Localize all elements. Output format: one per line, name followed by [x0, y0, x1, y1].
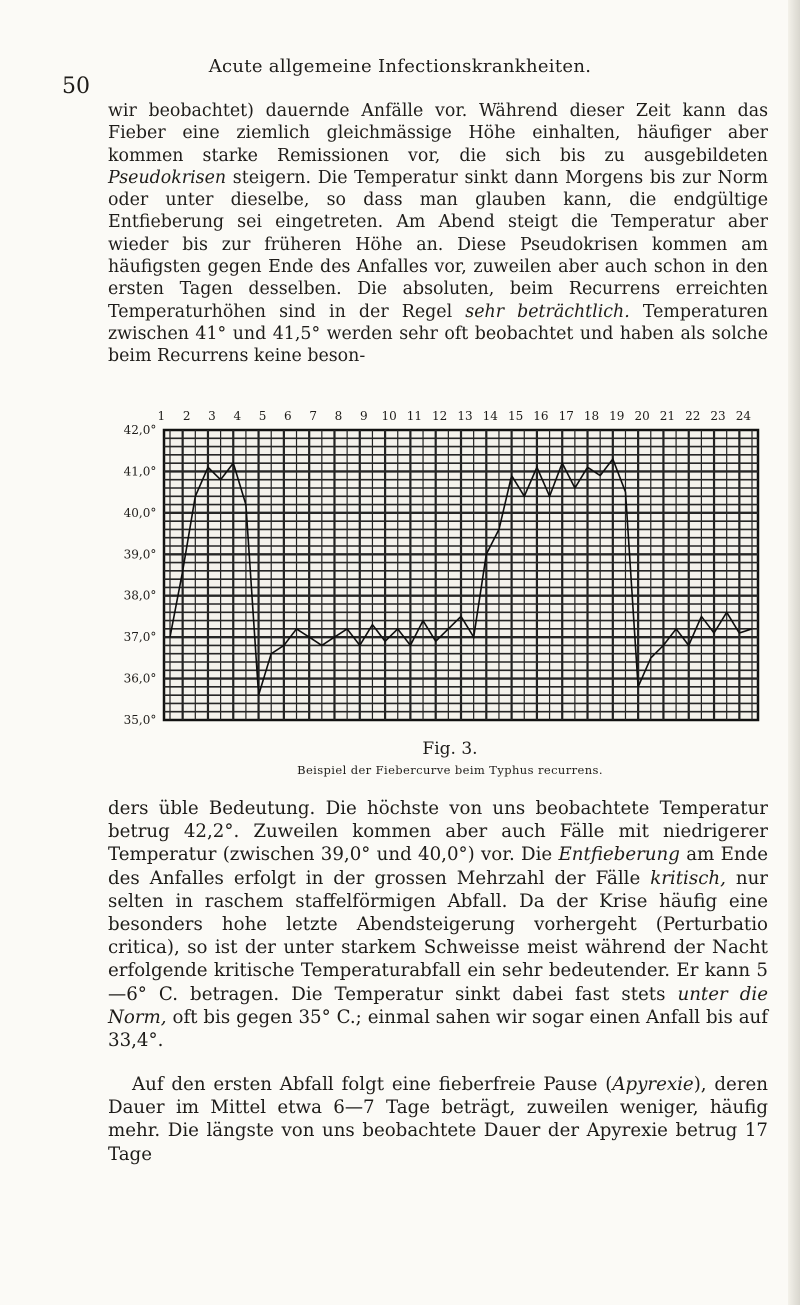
running-header: Acute allgemeine Infectionskrankheiten.: [208, 56, 592, 77]
paragraph-top: [108, 100, 768, 368]
x-tick-label: 8: [334, 409, 343, 423]
emphasis-entfieberung: Entfieberung: [558, 844, 680, 866]
page-edge-shadow: [788, 0, 800, 1305]
fever-chart: [110, 398, 770, 728]
x-tick-label: 10: [381, 409, 397, 423]
y-tick-label: 42,0°: [123, 423, 157, 437]
text-run: Temperaturen zwischen 41° und 41,5° werden sehr oft beobachtet und haben als solche beim Recurrens keine beson-: [108, 301, 768, 367]
y-tick-label: 38,0°: [123, 588, 157, 603]
x-tick-label: 7: [309, 409, 317, 423]
figure-caption: Beispiel der Fiebercurve beim Typhus recurrens.: [297, 763, 603, 777]
x-tick-label: 16: [533, 409, 549, 423]
figure-number: Fig. 3.: [422, 739, 478, 759]
emphasis-kritisch: kritisch,: [650, 867, 726, 889]
x-tick-label: 23: [710, 409, 726, 423]
y-tick-label: 36,0°: [123, 671, 157, 686]
emphasis-pseudokrisen: Pseudokrisen: [108, 167, 227, 188]
text-run: nur selten in raschem staffelförmigen Abfall. Da der Krise häufig eine besonders hohe letzte Abendsteigerung vorhergeht (Perturbatio critica), so ist der unter starkem Schweisse meist während der Nacht erfolgende kritische Temperaturabfall ein sehr bedeutender. Er kann 5—6° C. betragen. Die Temperatur sinkt dabei fast stets: [108, 867, 768, 1005]
x-tick-label: 12: [432, 409, 448, 423]
x-tick-label: 5: [258, 409, 267, 423]
x-tick-label: 19: [609, 409, 625, 423]
x-tick-label: 4: [233, 409, 242, 423]
y-tick-label: 35,0°: [123, 713, 157, 727]
text-run: steigern. Die Temperatur sinkt dann Morgens bis zur Norm oder unter dieselbe, so dass man glauben kann, die endgültige Entfieberung sei eingetreten. Am Abend steigt die Temperatur aber wieder bis zur früheren Höhe an. Diese Pseudokrisen kommen am häufigsten gegen Ende des Anfalles vor, zuweilen aber auch schon in den ersten Tagen desselben. Die absoluten, beim Recurrens erreichten Temperaturhöhen sind in der Regel: [108, 167, 768, 322]
y-tick-label: 37,0°: [123, 630, 157, 645]
text-run: Auf den ersten Abfall folgt eine fieberfreie Pause (: [132, 1074, 613, 1095]
x-tick-label: 18: [583, 409, 600, 423]
text-run: ), deren Dauer im Mittel etwa 6—7 Tage beträgt, zuweilen weniger, häufig mehr. Die längste von uns beobachtete Dauer der Apyrexie betrug 17 Tage: [108, 1074, 768, 1165]
x-tick-label: 21: [659, 409, 676, 423]
y-tick-label: 41,0°: [123, 464, 157, 479]
x-tick-label: 24: [735, 409, 751, 423]
x-tick-label: 3: [208, 409, 216, 423]
text-run: am Ende des Anfalles erfolgt in der grossen Mehrzahl der Fälle: [108, 844, 768, 889]
x-tick-label: 1: [157, 409, 166, 423]
emphasis-unter-die-norm: unter die Norm,: [108, 983, 768, 1028]
x-tick-label: 2: [182, 409, 191, 423]
x-tick-label: 9: [359, 409, 368, 423]
emphasis-apyrexie: Apyrexie: [612, 1074, 694, 1095]
x-tick-label: 15: [507, 409, 524, 423]
text-run: wir beobachtet) dauernde Anfälle vor. Während dieser Zeit kann das Fieber eine ziemlich gleichmässige Höhe einhalten, häufiger aber kommen starke Remissionen vor, die sich bis zu ausgebildeten: [108, 101, 768, 166]
x-tick-label: 13: [457, 409, 473, 423]
page-number: 50: [62, 74, 90, 99]
y-tick-label: 39,0°: [123, 547, 157, 562]
paragraph-bottom-2: [108, 1073, 768, 1166]
paragraph-bottom-1: [108, 797, 768, 1052]
x-tick-label: 6: [284, 409, 292, 423]
x-tick-label: 11: [406, 409, 423, 423]
x-tick-label: 17: [558, 409, 574, 423]
x-tick-label: 22: [685, 409, 701, 423]
y-tick-label: 40,0°: [123, 505, 157, 520]
x-tick-label: 20: [634, 409, 650, 423]
emphasis-sehr-betraechtlich: sehr beträchtlich.: [465, 301, 630, 322]
text-run: oft bis gegen 35° C.; einmal sahen wir sogar einen Anfall bis auf 33,4°.: [108, 1006, 768, 1052]
x-tick-label: 14: [482, 409, 498, 423]
text-run: ders üble Bedeutung. Die höchste von uns beobachtete Temperatur betrug 42,2°. Zuweilen kommen aber auch Fälle mit niedrigerer Temperatur (zwischen 39,0° und 40,0°) vor. Die: [108, 798, 768, 866]
